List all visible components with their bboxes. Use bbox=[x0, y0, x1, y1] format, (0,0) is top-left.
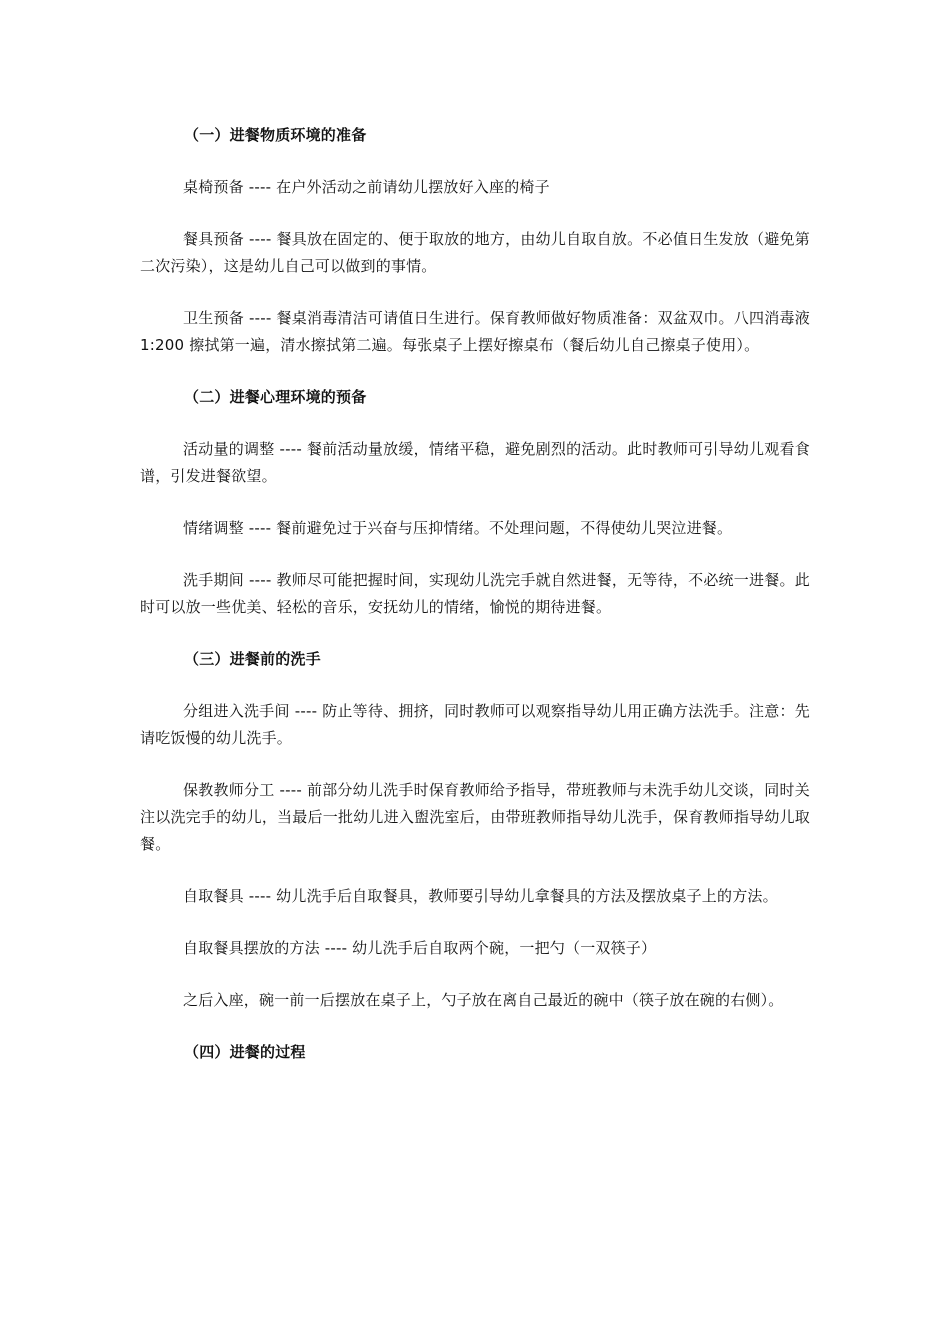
paragraph-group-handwash: 分组进入洗手间 ---- 防止等待、拥挤，同时教师可以观察指导幼儿用正确方法洗手。注意：先请吃饭慢的幼儿洗手。 bbox=[140, 702, 810, 747]
paragraph-emotion-adjust: 情绪调整 ---- 餐前避免过于兴奋与压抑情绪。不处理问题，不得使幼儿哭泣进餐。 bbox=[183, 519, 733, 537]
paragraph-hygiene-prep: 卫生预备 ---- 餐桌消毒清洁可请值日生进行。保育教师做好物质准备：双盆双巾。八四消毒液 1:200 擦拭第一遍，清水擦拭第二遍。每张桌子上摆好擦桌布（餐后幼儿自己擦桌子使用）。 bbox=[140, 309, 810, 354]
paragraph-desk-chair-prep: 桌椅预备 ---- 在户外活动之前请幼儿摆放好入座的椅子 bbox=[183, 178, 550, 196]
section-heading-3: （三）进餐前的洗手 bbox=[184, 650, 321, 668]
paragraph-self-take-tableware: 自取餐具 ---- 幼儿洗手后自取餐具，教师要引导幼儿拿餐具的方法及摆放桌子上的方法。 bbox=[183, 887, 778, 905]
section-heading-1: （一）进餐物质环境的准备 bbox=[184, 126, 367, 144]
section-heading-2: （二）进餐心理环境的预备 bbox=[184, 388, 367, 406]
paragraph-activity-adjust: 活动量的调整 ---- 餐前活动量放缓，情绪平稳，避免剧烈的活动。此时教师可引导幼儿观看食谱，引发进餐欲望。 bbox=[140, 440, 810, 485]
section-heading-4: （四）进餐的过程 bbox=[184, 1043, 306, 1061]
paragraph-tableware-prep: 餐具预备 ---- 餐具放在固定的、便于取放的地方，由幼儿自取自放。不必值日生发放（避免第二次污染），这是幼儿自己可以做到的事情。 bbox=[140, 230, 810, 275]
paragraph-handwash-period: 洗手期间 ---- 教师尽可能把握时间，实现幼儿洗完手就自然进餐，无等待，不必统一进餐。此时可以放一些优美、轻松的音乐，安抚幼儿的情绪，愉悦的期待进餐。 bbox=[140, 571, 810, 616]
paragraph-after-seating: 之后入座，碗一前一后摆放在桌子上，勺子放在离自己最近的碗中（筷子放在碗的右侧）。 bbox=[183, 991, 784, 1009]
paragraph-teacher-division: 保教教师分工 ---- 前部分幼儿洗手时保育教师给予指导，带班教师与未洗手幼儿交谈，同时关注以洗完手的幼儿，当最后一批幼儿进入盥洗室后，由带班教师指导幼儿洗手，保育教师指导幼儿取餐。 bbox=[140, 781, 810, 853]
document-body bbox=[140, 122, 810, 1091]
paragraph-tableware-placement: 自取餐具摆放的方法 ---- 幼儿洗手后自取两个碗，一把勺（一双筷子） bbox=[183, 939, 657, 957]
